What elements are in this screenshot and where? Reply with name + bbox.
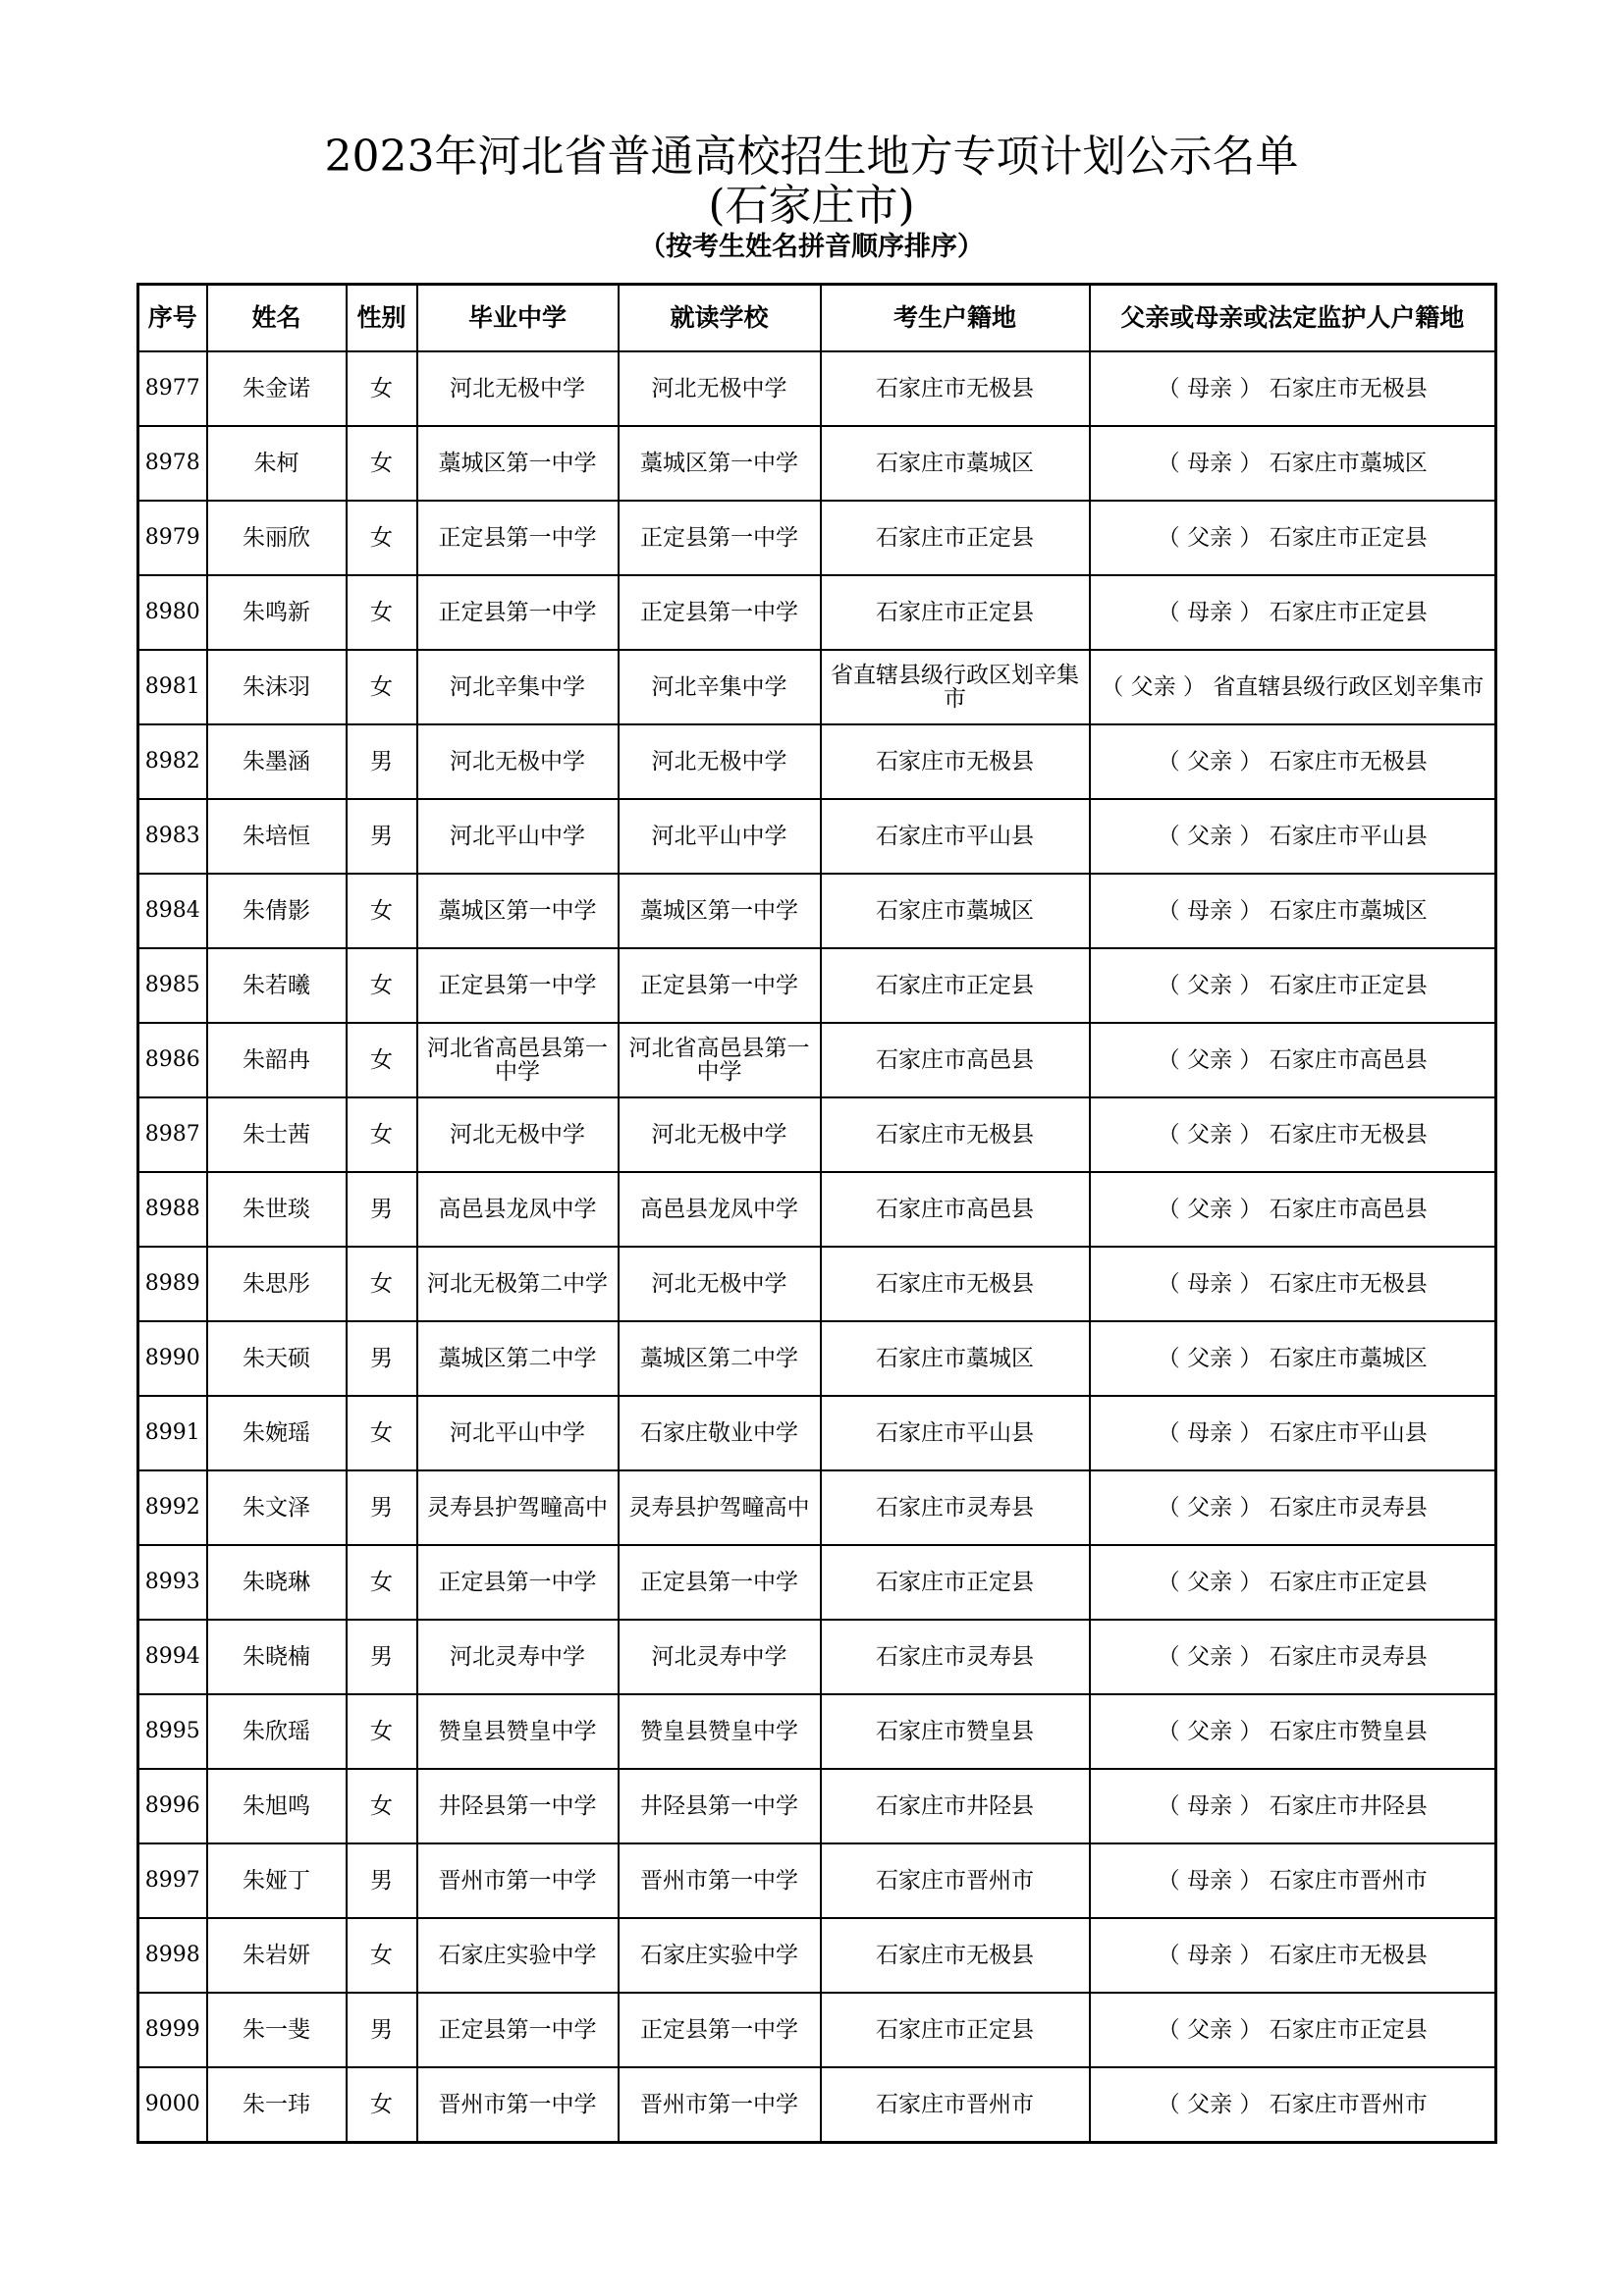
cell-name: 朱思彤: [207, 1247, 347, 1321]
cell-no: 8983: [138, 799, 207, 874]
cell-no: 8987: [138, 1097, 207, 1172]
cell-name: 朱金诺: [207, 351, 347, 426]
cell-school: 河北灵寿中学: [619, 1620, 821, 1694]
cell-school: 晋州市第一中学: [619, 1843, 821, 1918]
cell-name: 朱沫羽: [207, 650, 347, 724]
cell-gender: 女: [347, 351, 417, 426]
cell-hukou: 石家庄市赞皇县: [821, 1694, 1090, 1769]
cell-guardian: （ 母亲 ） 石家庄市无极县: [1090, 1918, 1496, 1993]
page-subtitle: (石家庄市): [708, 181, 915, 231]
cell-gender: 女: [347, 1097, 417, 1172]
page-title: 2023年河北省普通高校招生地方专项计划公示名单: [324, 132, 1299, 182]
cell-hukou: 石家庄市无极县: [821, 1918, 1090, 1993]
cell-hukou: 石家庄市正定县: [821, 1545, 1090, 1620]
cell-gender: 女: [347, 1545, 417, 1620]
sort-note: （按考生姓名拼音顺序排序）: [639, 232, 984, 262]
table-row: [138, 1545, 1496, 1620]
cell-guardian: （ 父亲 ） 石家庄市正定县: [1090, 501, 1496, 575]
cell-grad-school: 河北平山中学: [417, 799, 619, 874]
cell-grad-school: 正定县第一中学: [417, 575, 619, 650]
cell-school: 高邑县龙凤中学: [619, 1172, 821, 1247]
cell-no: 8994: [138, 1620, 207, 1694]
cell-guardian: （ 母亲 ） 石家庄市平山县: [1090, 1396, 1496, 1470]
cell-grad-school: 高邑县龙凤中学: [417, 1172, 619, 1247]
cell-guardian: （ 父亲 ） 石家庄市晋州市: [1090, 2067, 1496, 2143]
cell-grad-school: 正定县第一中学: [417, 948, 619, 1023]
cell-guardian: （ 父亲 ） 石家庄市高邑县: [1090, 1172, 1496, 1247]
cell-guardian: （ 父亲 ） 石家庄市平山县: [1090, 799, 1496, 874]
cell-school: 河北无极中学: [619, 724, 821, 799]
cell-gender: 女: [347, 2067, 417, 2143]
cell-gender: 女: [347, 1769, 417, 1843]
cell-hukou: 石家庄市正定县: [821, 575, 1090, 650]
cell-gender: 男: [347, 724, 417, 799]
cell-no: 8999: [138, 1993, 207, 2067]
cell-gender: 女: [347, 1023, 417, 1097]
cell-hukou: 石家庄市高邑县: [821, 1023, 1090, 1097]
table-row: [138, 1470, 1496, 1545]
cell-school: 河北无极中学: [619, 1097, 821, 1172]
cell-school: 正定县第一中学: [619, 1545, 821, 1620]
cell-grad-school: 藁城区第一中学: [417, 874, 619, 948]
cell-hukou: 石家庄市平山县: [821, 1396, 1090, 1470]
cell-gender: 男: [347, 1620, 417, 1694]
cell-guardian: （ 父亲 ） 石家庄市灵寿县: [1090, 1470, 1496, 1545]
cell-hukou: 石家庄市灵寿县: [821, 1470, 1090, 1545]
cell-no: 8982: [138, 724, 207, 799]
cell-gender: 女: [347, 1396, 417, 1470]
cell-name: 朱世琰: [207, 1172, 347, 1247]
cell-gender: 男: [347, 1993, 417, 2067]
cell-gender: 女: [347, 501, 417, 575]
cell-guardian: （ 父亲 ） 石家庄市赞皇县: [1090, 1694, 1496, 1769]
cell-grad-school: 河北无极中学: [417, 724, 619, 799]
cell-name: 朱娅丁: [207, 1843, 347, 1918]
cell-school: 藁城区第一中学: [619, 426, 821, 501]
cell-hukou: 石家庄市高邑县: [821, 1172, 1090, 1247]
cell-name: 朱旭鸣: [207, 1769, 347, 1843]
cell-hukou: 石家庄市藁城区: [821, 874, 1090, 948]
cell-hukou: 石家庄市藁城区: [821, 1321, 1090, 1396]
cell-school: 河北无极中学: [619, 351, 821, 426]
cell-name: 朱丽欣: [207, 501, 347, 575]
cell-guardian: （ 母亲 ） 石家庄市藁城区: [1090, 426, 1496, 501]
cell-grad-school: 河北省高邑县第一中学: [417, 1023, 619, 1097]
cell-hukou: 石家庄市无极县: [821, 724, 1090, 799]
cell-guardian: （ 母亲 ） 石家庄市藁城区: [1090, 874, 1496, 948]
cell-grad-school: 正定县第一中学: [417, 501, 619, 575]
cell-gender: 女: [347, 874, 417, 948]
cell-guardian: （ 父亲 ） 石家庄市灵寿县: [1090, 1620, 1496, 1694]
cell-guardian: （ 父亲 ） 省直辖县级行政区划辛集市: [1090, 650, 1496, 724]
table-row: [138, 799, 1496, 874]
cell-school: 正定县第一中学: [619, 948, 821, 1023]
cell-name: 朱若曦: [207, 948, 347, 1023]
cell-gender: 男: [347, 799, 417, 874]
cell-school: 正定县第一中学: [619, 501, 821, 575]
cell-school: 赞皇县赞皇中学: [619, 1694, 821, 1769]
table-row: [138, 1321, 1496, 1396]
cell-school: 河北无极中学: [619, 1247, 821, 1321]
cell-no: 8989: [138, 1247, 207, 1321]
cell-school: 藁城区第一中学: [619, 874, 821, 948]
cell-guardian: （ 母亲 ） 石家庄市晋州市: [1090, 1843, 1496, 1918]
cell-gender: 男: [347, 1843, 417, 1918]
col-header-school: 就读学校: [619, 285, 821, 352]
cell-name: 朱墨涵: [207, 724, 347, 799]
cell-grad-school: 赞皇县赞皇中学: [417, 1694, 619, 1769]
table-row: [138, 948, 1496, 1023]
cell-hukou: 石家庄市正定县: [821, 948, 1090, 1023]
cell-gender: 女: [347, 575, 417, 650]
cell-grad-school: 河北辛集中学: [417, 650, 619, 724]
cell-grad-school: 晋州市第一中学: [417, 2067, 619, 2143]
cell-grad-school: 正定县第一中学: [417, 1993, 619, 2067]
cell-gender: 男: [347, 1321, 417, 1396]
cell-no: 8993: [138, 1545, 207, 1620]
cell-grad-school: 河北平山中学: [417, 1396, 619, 1470]
col-header-guardian: 父亲或母亲或法定监护人户籍地: [1090, 285, 1496, 352]
cell-grad-school: 石家庄实验中学: [417, 1918, 619, 1993]
cell-name: 朱士茜: [207, 1097, 347, 1172]
cell-name: 朱柯: [207, 426, 347, 501]
cell-no: 8998: [138, 1918, 207, 1993]
cell-name: 朱婉瑶: [207, 1396, 347, 1470]
col-header-gender: 性别: [347, 285, 417, 352]
cell-gender: 女: [347, 1918, 417, 1993]
table-row: [138, 1620, 1496, 1694]
cell-no: 8988: [138, 1172, 207, 1247]
cell-grad-school: 河北无极中学: [417, 351, 619, 426]
table-row: [138, 650, 1496, 724]
cell-name: 朱欣瑶: [207, 1694, 347, 1769]
table-row: [138, 1993, 1496, 2067]
table-row: [138, 1694, 1496, 1769]
cell-name: 朱鸣新: [207, 575, 347, 650]
cell-grad-school: 井陉县第一中学: [417, 1769, 619, 1843]
roster-table: [136, 283, 1497, 2144]
cell-hukou: 石家庄市藁城区: [821, 426, 1090, 501]
cell-gender: 男: [347, 1172, 417, 1247]
cell-name: 朱晓琳: [207, 1545, 347, 1620]
col-header-hukou: 考生户籍地: [821, 285, 1090, 352]
cell-school: 灵寿县护驾疃高中: [619, 1470, 821, 1545]
cell-no: 8980: [138, 575, 207, 650]
cell-gender: 女: [347, 1247, 417, 1321]
cell-name: 朱晓楠: [207, 1620, 347, 1694]
cell-gender: 女: [347, 426, 417, 501]
cell-guardian: （ 父亲 ） 石家庄市正定县: [1090, 1545, 1496, 1620]
col-header-no: 序号: [138, 285, 207, 352]
cell-school: 正定县第一中学: [619, 575, 821, 650]
cell-grad-school: 河北无极第二中学: [417, 1247, 619, 1321]
cell-school: 晋州市第一中学: [619, 2067, 821, 2143]
cell-name: 朱一斐: [207, 1993, 347, 2067]
cell-gender: 女: [347, 948, 417, 1023]
cell-hukou: 省直辖县级行政区划辛集市: [821, 650, 1090, 724]
cell-grad-school: 藁城区第一中学: [417, 426, 619, 501]
cell-hukou: 石家庄市井陉县: [821, 1769, 1090, 1843]
cell-school: 正定县第一中学: [619, 1993, 821, 2067]
cell-no: 8985: [138, 948, 207, 1023]
table-row: [138, 1097, 1496, 1172]
cell-guardian: （ 父亲 ） 石家庄市高邑县: [1090, 1023, 1496, 1097]
cell-hukou: 石家庄市无极县: [821, 1247, 1090, 1321]
cell-school: 河北辛集中学: [619, 650, 821, 724]
cell-no: 8977: [138, 351, 207, 426]
col-header-name: 姓名: [207, 285, 347, 352]
table-row: [138, 426, 1496, 501]
cell-name: 朱岩妍: [207, 1918, 347, 1993]
cell-no: 8978: [138, 426, 207, 501]
cell-no: 8986: [138, 1023, 207, 1097]
table-row: [138, 724, 1496, 799]
table-row: [138, 874, 1496, 948]
cell-grad-school: 晋州市第一中学: [417, 1843, 619, 1918]
cell-gender: 女: [347, 650, 417, 724]
cell-name: 朱韶冉: [207, 1023, 347, 1097]
cell-hukou: 石家庄市灵寿县: [821, 1620, 1090, 1694]
cell-guardian: （ 父亲 ） 石家庄市藁城区: [1090, 1321, 1496, 1396]
cell-school: 石家庄实验中学: [619, 1918, 821, 1993]
col-header-grad-school: 毕业中学: [417, 285, 619, 352]
cell-hukou: 石家庄市晋州市: [821, 1843, 1090, 1918]
table-row: [138, 1023, 1496, 1097]
cell-hukou: 石家庄市正定县: [821, 1993, 1090, 2067]
cell-no: 8979: [138, 501, 207, 575]
cell-gender: 男: [347, 1470, 417, 1545]
cell-guardian: （ 母亲 ） 石家庄市无极县: [1090, 1247, 1496, 1321]
table-row: [138, 1172, 1496, 1247]
cell-grad-school: 河北灵寿中学: [417, 1620, 619, 1694]
cell-grad-school: 正定县第一中学: [417, 1545, 619, 1620]
cell-guardian: （ 父亲 ） 石家庄市无极县: [1090, 724, 1496, 799]
cell-hukou: 石家庄市无极县: [821, 1097, 1090, 1172]
cell-name: 朱倩影: [207, 874, 347, 948]
cell-guardian: （ 父亲 ） 石家庄市正定县: [1090, 948, 1496, 1023]
cell-no: 8995: [138, 1694, 207, 1769]
cell-no: 9000: [138, 2067, 207, 2143]
cell-guardian: （ 母亲 ） 石家庄市无极县: [1090, 351, 1496, 426]
table-row: [138, 351, 1496, 426]
cell-guardian: （ 母亲 ） 石家庄市井陉县: [1090, 1769, 1496, 1843]
cell-school: 井陉县第一中学: [619, 1769, 821, 1843]
cell-no: 8992: [138, 1470, 207, 1545]
table-row: [138, 1918, 1496, 1993]
cell-no: 8990: [138, 1321, 207, 1396]
cell-grad-school: 灵寿县护驾疃高中: [417, 1470, 619, 1545]
cell-hukou: 石家庄市正定县: [821, 501, 1090, 575]
cell-name: 朱一玮: [207, 2067, 347, 2143]
table-row: [138, 1396, 1496, 1470]
cell-name: 朱文泽: [207, 1470, 347, 1545]
cell-no: 8984: [138, 874, 207, 948]
cell-gender: 女: [347, 1694, 417, 1769]
cell-no: 8991: [138, 1396, 207, 1470]
cell-school: 河北平山中学: [619, 799, 821, 874]
cell-hukou: 石家庄市无极县: [821, 351, 1090, 426]
cell-school: 河北省高邑县第一中学: [619, 1023, 821, 1097]
cell-no: 8997: [138, 1843, 207, 1918]
cell-guardian: （ 父亲 ） 石家庄市无极县: [1090, 1097, 1496, 1172]
cell-school: 石家庄敬业中学: [619, 1396, 821, 1470]
table-row: [138, 1843, 1496, 1918]
cell-guardian: （ 母亲 ） 石家庄市正定县: [1090, 575, 1496, 650]
table-row: [138, 1247, 1496, 1321]
table-row: [138, 575, 1496, 650]
cell-name: 朱培恒: [207, 799, 347, 874]
cell-guardian: （ 父亲 ） 石家庄市正定县: [1090, 1993, 1496, 2067]
table-row: [138, 2067, 1496, 2143]
cell-no: 8996: [138, 1769, 207, 1843]
cell-hukou: 石家庄市平山县: [821, 799, 1090, 874]
header-row: [138, 285, 1496, 352]
table-row: [138, 501, 1496, 575]
cell-name: 朱天硕: [207, 1321, 347, 1396]
cell-grad-school: 藁城区第二中学: [417, 1321, 619, 1396]
cell-hukou: 石家庄市晋州市: [821, 2067, 1090, 2143]
cell-no: 8981: [138, 650, 207, 724]
cell-grad-school: 河北无极中学: [417, 1097, 619, 1172]
cell-school: 藁城区第二中学: [619, 1321, 821, 1396]
table-row: [138, 1769, 1496, 1843]
